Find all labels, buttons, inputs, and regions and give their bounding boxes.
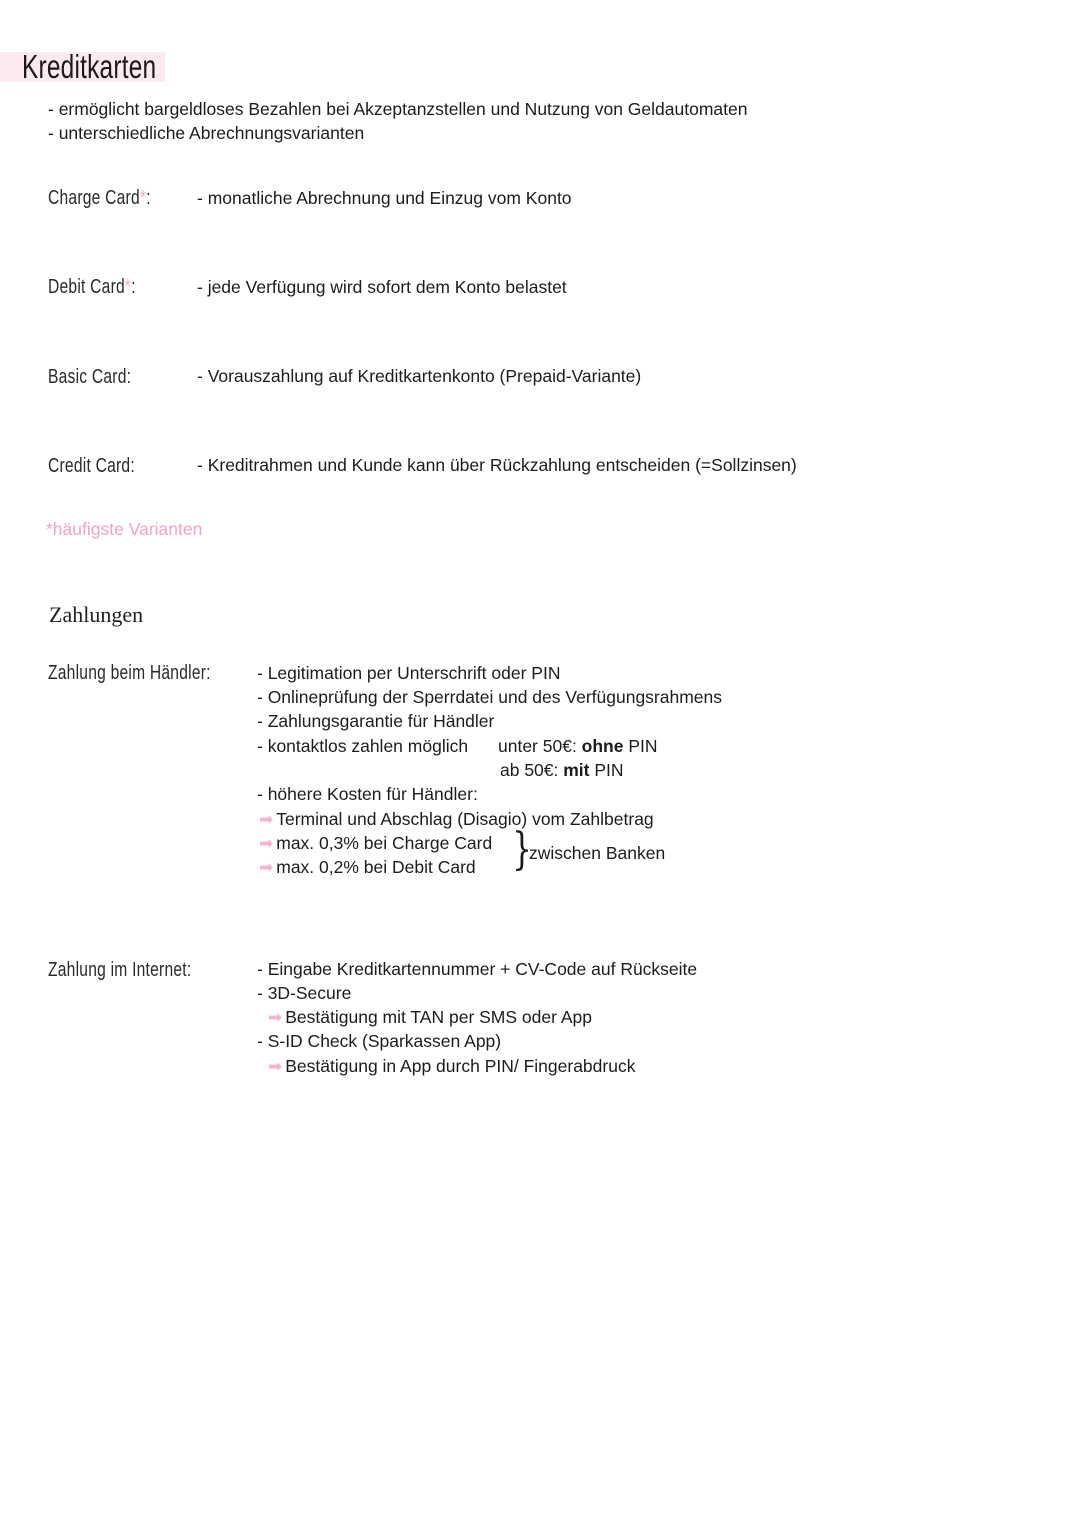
cost-item-2: ➡ max. 0,3% bei Charge Card: [259, 833, 493, 853]
card-desc-charge: - monatliche Abrechnung und Einzug vom Konto: [197, 188, 572, 208]
internet-item-1: - Eingabe Kreditkartennummer + CV-Code auf Rückseite: [257, 959, 698, 979]
internet-item-2: - 3D-Secure: [257, 983, 352, 1003]
card-label-credit: Credit Card:: [48, 455, 135, 477]
cost-item-1: ➡ Terminal und Abschlag (Disagio) vom Zahlbetrag: [259, 809, 654, 829]
card-label-charge: Charge Card*:: [48, 187, 151, 209]
card-desc-debit: - jede Verfügung wird sofort dem Konto belastet: [197, 277, 567, 297]
contactless-under: unter 50€: ohne PIN: [498, 736, 658, 756]
cost-item-3: ➡ max. 0,2% bei Debit Card: [259, 857, 476, 877]
footnote-star: *: [139, 187, 147, 209]
merchant-item-1: - Legitimation per Unterschrift oder PIN: [257, 663, 561, 683]
page-title: Kreditkarten: [22, 48, 157, 85]
card-desc-credit: - Kreditrahmen und Kunde kann über Rückzahlung entscheiden (=Sollzinsen): [197, 455, 797, 475]
footnote-star: *: [124, 276, 132, 298]
contactless-over: ab 50€: mit PIN: [500, 760, 624, 780]
arrow-right-icon: ➡: [268, 1008, 283, 1027]
arrow-right-icon: ➡: [268, 1057, 283, 1076]
brace-note: zwischen Banken: [529, 843, 666, 863]
merchant-label: Zahlung beim Händler:: [48, 662, 211, 684]
arrow-right-icon: ➡: [259, 810, 274, 829]
intro-line-1: - ermöglicht bargeldloses Bezahlen bei Akzeptanzstellen und Nutzung von Geldautomaten: [48, 99, 748, 119]
merchant-item-4: - kontaktlos zahlen möglich: [257, 736, 469, 756]
curly-brace-icon: }: [512, 824, 532, 875]
internet-item-3: - S-ID Check (Sparkassen App): [257, 1031, 502, 1051]
card-label-debit: Debit Card*:: [48, 276, 136, 298]
merchant-costs: - höhere Kosten für Händler:: [257, 784, 478, 804]
card-desc-basic: - Vorauszahlung auf Kreditkartenkonto (Prepaid-Variante): [197, 366, 642, 386]
internet-item-2-sub: ➡ Bestätigung mit TAN per SMS oder App: [268, 1007, 592, 1027]
card-label-basic: Basic Card:: [48, 366, 132, 388]
merchant-item-3: - Zahlungsgarantie für Händler: [257, 711, 495, 731]
internet-item-3-sub: ➡ Bestätigung in App durch PIN/ Fingerabdruck: [268, 1056, 636, 1076]
section-heading-payments: Zahlungen: [49, 602, 144, 627]
arrow-right-icon: ➡: [259, 858, 274, 877]
intro-line-2: - unterschiedliche Abrechnungsvarianten: [48, 123, 365, 143]
merchant-item-2: - Onlineprüfung der Sperrdatei und des Verfügungsrahmens: [257, 687, 723, 707]
arrow-right-icon: ➡: [259, 834, 274, 853]
internet-label: Zahlung im Internet:: [48, 959, 192, 981]
footnote-note: *häufigste Varianten: [46, 519, 203, 539]
